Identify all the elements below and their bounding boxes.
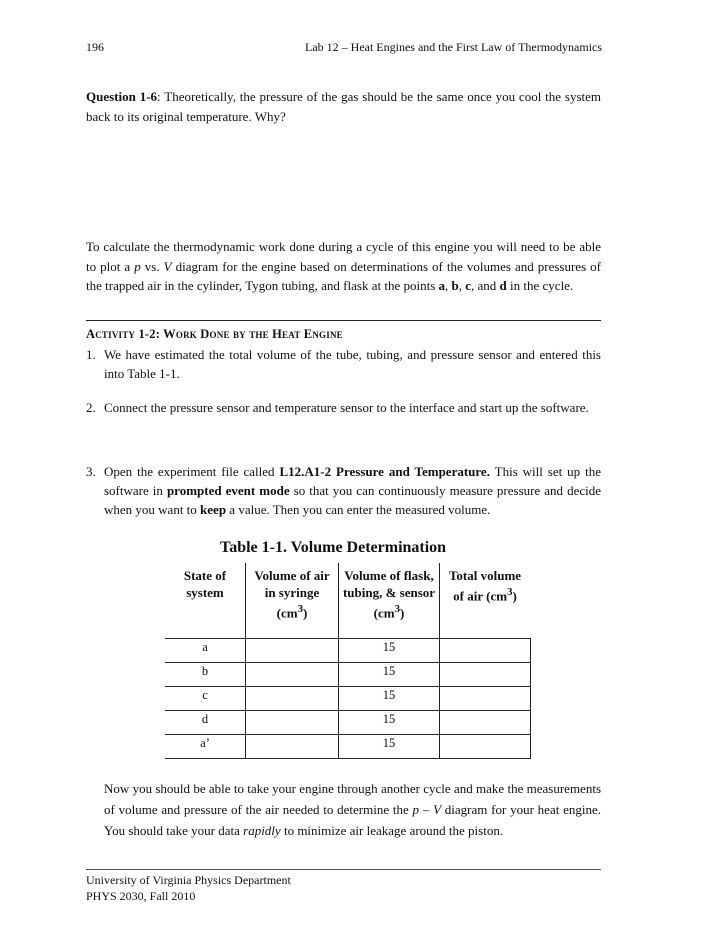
cell-flask: 15	[339, 735, 440, 759]
cell-total	[440, 687, 531, 711]
item3-text-c: so that you can continuously measure pressure and decide when you want to	[104, 483, 601, 517]
header-state-text: State of system	[183, 568, 227, 600]
section-divider	[86, 320, 601, 321]
cell-state: c	[165, 687, 246, 711]
prompted-event-mode: prompted event mode	[166, 483, 290, 498]
header-syringe	[246, 563, 339, 639]
question-1-6	[86, 87, 601, 126]
list-number-3: 3.	[86, 464, 96, 479]
cell-total	[440, 663, 531, 687]
table-row	[165, 735, 530, 759]
page-number: 196	[86, 40, 104, 54]
header-flask	[339, 563, 440, 639]
pv-symbol: p – V	[412, 802, 442, 817]
question-text: : Theoretically, the pressure of the gas should be the same once you cool the system back to its original temperature. Why?	[86, 89, 601, 124]
intro-point-c: c	[465, 278, 472, 293]
intro-and: , and	[471, 278, 500, 293]
closing-text-3: to minimize air leakage around the piston.	[280, 823, 504, 838]
keep-word: keep	[200, 502, 227, 517]
footer-institution: University of Virginia Physics Department	[86, 873, 291, 887]
item3-text-b: This will set up the software in	[104, 464, 601, 498]
intro-text-1: To calculate the thermodynamic work done during a cycle of this engine you will need to be able to plot a	[86, 239, 601, 274]
cell-syringe	[246, 639, 339, 663]
question-label: Question 1-6	[86, 89, 158, 104]
intro-text-3: diagram for the engine based on determinations of the volumes and pressures of the trapped air in the cylinder, Tygon tubing, and flask at the points	[86, 258, 602, 293]
closing-text-2: diagram for your heat engine. You should take your data	[104, 802, 601, 838]
intro-v-symbol: V	[163, 258, 172, 274]
cell-state: a’	[165, 735, 246, 759]
cell-total	[440, 711, 531, 735]
header-syringe-text: Volume of air in syringe (cm	[254, 568, 330, 621]
cell-flask: 15	[339, 663, 440, 687]
header-flask-text: Volume of flask, tubing, & sensor (cm	[342, 568, 436, 621]
header-flask-close: )	[400, 605, 405, 621]
cell-flask: 15	[339, 711, 440, 735]
table-caption: Table 1-1. Volume Determination	[220, 539, 447, 556]
header-total-text: Total volume of air (cm	[448, 568, 522, 604]
intro-p-symbol: p	[134, 258, 141, 274]
list-number-2: 2.	[86, 400, 96, 415]
intro-point-d: d	[499, 278, 507, 293]
header-total	[440, 563, 531, 639]
cell-state: d	[165, 711, 246, 735]
intro-point-a: a	[438, 278, 445, 293]
item3-text-a: Open the experiment file called	[104, 464, 280, 479]
cell-syringe	[246, 711, 339, 735]
intro-paragraph	[86, 237, 601, 296]
volume-table	[165, 563, 531, 759]
table-row	[165, 663, 530, 687]
intro-comma-1: ,	[445, 278, 452, 293]
list-number-1: 1.	[86, 347, 96, 362]
cell-syringe	[246, 735, 339, 759]
closing-paragraph	[104, 778, 601, 841]
rapidly-word: rapidly	[243, 823, 281, 838]
list-item-3	[86, 462, 601, 519]
list-item-2	[86, 398, 601, 417]
cell-syringe	[246, 687, 339, 711]
cell-total	[440, 735, 531, 759]
list-text-1: We have estimated the total volume of the tube, tubing, and pressure sensor and entered this into Table 1-1.	[104, 347, 601, 381]
intro-text-4: in the cycle.	[506, 278, 574, 293]
list-item-1	[86, 345, 601, 383]
intro-comma-2: ,	[458, 278, 466, 293]
header-syringe-sup: 3	[297, 603, 303, 615]
footer-course: PHYS 2030, Fall 2010	[86, 889, 196, 903]
intro-text-2: vs.	[140, 258, 164, 274]
table-row	[165, 711, 530, 735]
footer-divider	[86, 869, 601, 870]
list-text-2: Connect the pressure sensor and temperature sensor to the interface and start up the software.	[104, 400, 589, 415]
table-header-row	[165, 563, 530, 639]
running-title: Lab 12 – Heat Engines and the First Law of Thermodynamics	[305, 40, 603, 54]
table-row	[165, 687, 530, 711]
cell-state: a	[165, 639, 246, 663]
intro-point-b: b	[451, 278, 459, 293]
header-flask-sup: 3	[394, 603, 400, 615]
item3-text-d: a value. Then you can enter the measured volume.	[226, 502, 491, 517]
table-row	[165, 639, 530, 663]
header-syringe-close: )	[303, 605, 308, 621]
cell-total	[440, 639, 531, 663]
cell-syringe	[246, 663, 339, 687]
experiment-file-name: L12.A1-2 Pressure and Temperature.	[279, 464, 490, 479]
header-state	[165, 563, 246, 639]
header-total-sup: 3	[507, 586, 513, 598]
cell-flask: 15	[339, 687, 440, 711]
closing-text-1: Now you should be able to take your engine through another cycle and make the measurements of volume and pressure of the air needed to determine the	[104, 781, 601, 817]
list-text-3	[104, 462, 601, 519]
activity-title: Activity 1-2: Work Done by the Heat Engine	[86, 327, 343, 341]
header-total-close: )	[512, 588, 517, 604]
cell-flask: 15	[339, 639, 440, 663]
cell-state: b	[165, 663, 246, 687]
